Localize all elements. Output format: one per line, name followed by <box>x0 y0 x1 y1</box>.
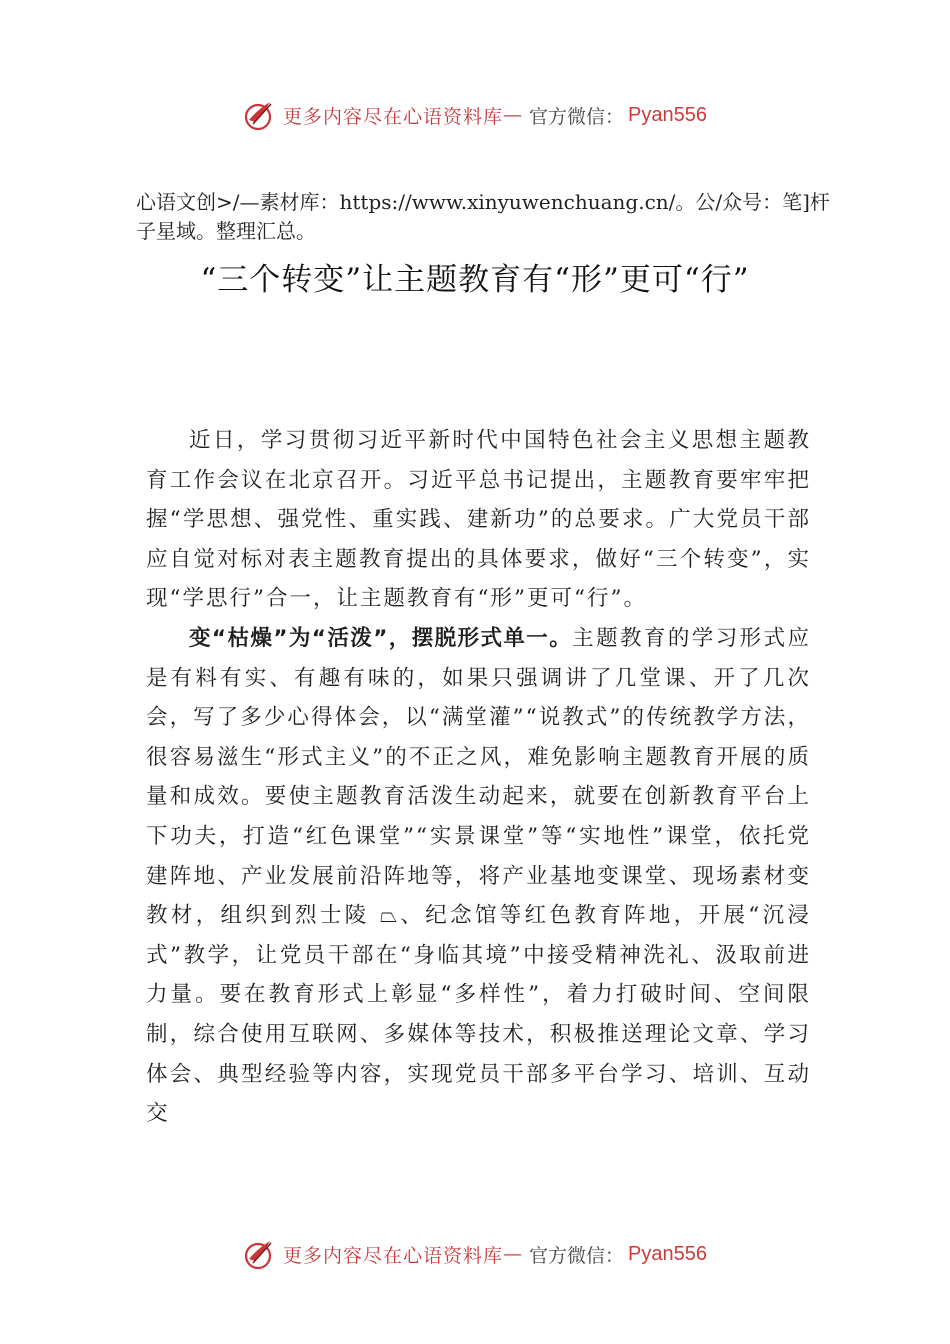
banner-wechat-label: 官方微信： <box>529 1244 625 1267</box>
banner-separator: — <box>503 104 524 126</box>
paragraph-lead: 变“枯燥”为“活泼”，摆脱形式单一。 <box>189 625 573 651</box>
banner-wechat-id: Pyan556 <box>628 103 707 126</box>
source-note: 心语文创>/—素材库：https://www.xinyuwenchuang.cn/。公/众号：笔]杆子星域。整理汇总。 <box>136 190 830 243</box>
header-banner <box>0 95 950 135</box>
banner-wechat-label: 官方微信： <box>529 105 625 128</box>
quill-seal-icon <box>243 98 277 132</box>
footer-banner <box>0 1234 950 1274</box>
paragraph-text: 近日，学习贯彻习近平新时代中国特色社会主义思想主题教育工作会议在北京召开。习近平总书记提出，主题教育要牢牢把握“学思想、强党性、重实践、建新功”的总要求。广大党员干部应自觉对标对表主题教育提出的具体要求，做好“三个转变”，实现“学思行”合一，让主题教育有“形”更可“行”。 <box>146 428 811 612</box>
document-title: “三个转变”让主题教育有“形”更可“行” <box>200 262 750 298</box>
document-body <box>146 421 811 1134</box>
banner-wechat-id: Pyan556 <box>628 1242 707 1265</box>
paragraph <box>146 619 811 1134</box>
banner-slogan: 更多内容尽在心语资料库 <box>283 105 504 128</box>
paragraph <box>146 421 811 619</box>
banner-slogan: 更多内容尽在心语资料库 <box>283 1244 504 1267</box>
quill-seal-icon <box>243 1237 277 1271</box>
banner-separator: — <box>503 1243 524 1265</box>
paragraph-text: 主题教育的学习形式应是有料有实、有趣有味的，如果只强调讲了几堂课、开了几次会，写了多少心得体会，以“满堂灌”“说教式”的传统教学方法，很容易滋生“形式主义”的不正之风，难免影响主题教育开展的质量和成效。要使主题教育活泼生动起来，就要在创新教育平台上下功夫，打造“红色课堂”“实景课堂”等“实地性”课堂，依托党建阵地、产业发展前沿阵地等，将产业基地变课堂、现场素材变教材，组织到烈士陵​ ⏢、纪念馆等红色教育阵地，开展“沉浸式”教学，让党员干部在“身临其境”中接受精神洗礼、汲取前进力量。要在教育形式上彰显“多样性”，着力打破时间、空间限制，综合使用互联网、多媒体等技术，积极推送理论文章、学习体会、典型经验等内容，实现党员干部多平台学习、培训、互动交 <box>146 625 811 1127</box>
